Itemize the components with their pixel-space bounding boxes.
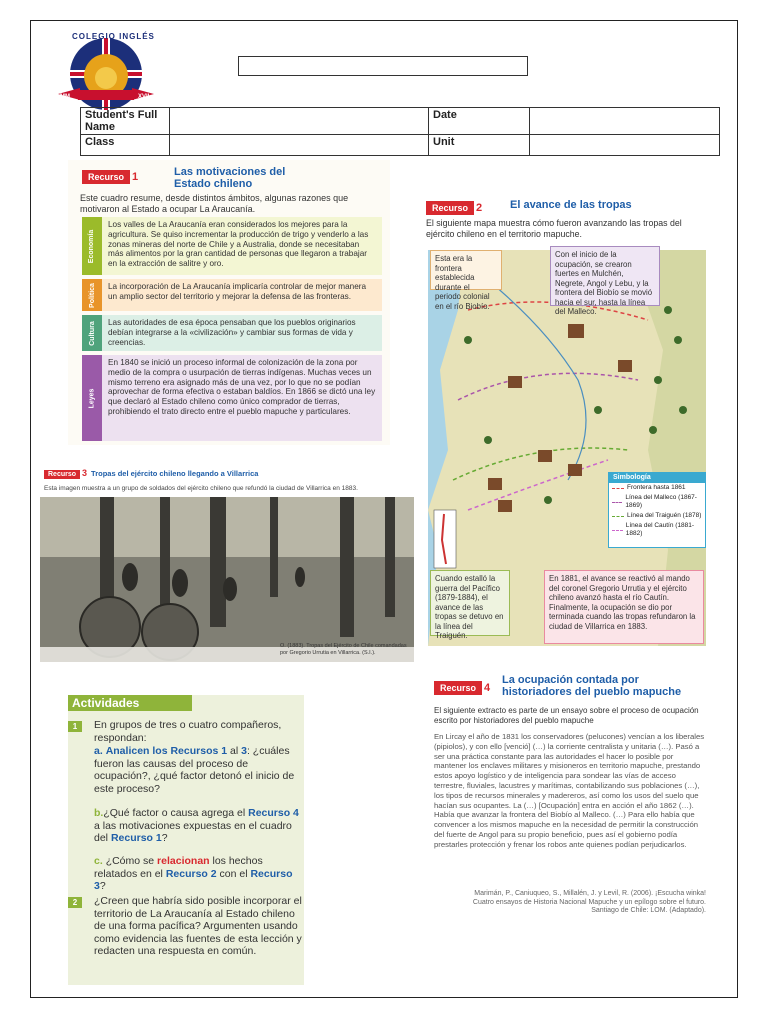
- recurso-3-number: 3: [82, 468, 88, 478]
- q1b-recurso-1: Recurso 1: [110, 832, 162, 845]
- leyes-text: En 1840 se inició un proceso informal de colonización de la zona por medio de la compra o usurpación de tierras indígenas. Muchas veces un mismo terreno era asignado más de una vez, por lo que no se podían aprovechar de forma efectiva o estaban baldíos. En 1866 se dictó una ley que declaró al Estado chileno como único comprador de tierras, prohibiendo el trato directo entre el pueblo mapuche y particulares.: [108, 358, 376, 416]
- q1b-text-1: ¿Qué factor o causa agrega el: [103, 807, 246, 819]
- q1a-recurso-3: 3: [241, 745, 247, 757]
- question-1-text: En grupos de tres o cuatro compañeros, respondan:: [94, 719, 282, 744]
- q1c-text-3: con el: [219, 867, 248, 880]
- q1c-marker: c.: [94, 855, 103, 867]
- cultura-text: Las autoridades de esa época pensaban que los pueblos originarios debían integrarse a la «civilización» y cambiar sus formas de vida y creencias.: [108, 318, 356, 347]
- class-label: Class: [81, 135, 170, 156]
- q1a-text-1: Analicen los: [105, 745, 168, 757]
- q1a-text-3: : ¿cuáles fueron las causas del proceso de ocupación?, ¿qué factor detonó el inicio de este proceso?: [94, 745, 295, 795]
- legend-items: [609, 483, 705, 539]
- question-1a: [94, 745, 304, 795]
- legend-item: [609, 521, 705, 539]
- unit-field[interactable]: [530, 135, 720, 156]
- callout-guerra-pacifico: Cuando estalló la guerra del Pacífico (1879-1884), el avance de las tropas se detuvo en la línea del Traiguén.: [430, 570, 510, 636]
- recurso-4-body: En Lircay el año de 1831 los conservadores (pelucones) vencían a los liberales (pipiolos), y con ello [venció] (…) la corriente centralista y unitaria (…). Pasó a ser una práctica constante para las autoridades el hacer lo posible por mantener los enclaves militares y misioneros en territorio mapuche, prestando estos apoyo logístico y de inteligencia para sondear las vías de acceso terrestre, fluviales, lacustres y marítimas, contabilizando sus poblaciones (…), los tipos de recursos minerales y madereros, así como los usos del suelo que hacían sus ocupantes. La (…) [Ocupación] entra en acción el año 1862 (…). Había que avanzar la frontera del Biobío al Malleco. (…) Para ello había que convencer a los mismos mapuche en la necesidad de permitir la construcción del fuerte de Angol para su propio beneficio, pues así el gobierno podía prestarles protección y frenar los robos ante quienes podían perjudicarlos.: [434, 732, 705, 849]
- cultura-label: Cultura: [88, 320, 96, 346]
- legend-item: [609, 511, 705, 521]
- school-crest-icon: [50, 32, 162, 112]
- q1a-recurso-1: Recursos 1: [170, 745, 228, 757]
- q1b-marker: b.: [94, 807, 104, 819]
- date-label: Date: [429, 108, 530, 135]
- recurso-1-header: [82, 167, 142, 185]
- recurso-3-header: [44, 468, 258, 479]
- recurso-2-header: [426, 198, 486, 216]
- logo-left-text: MM: [60, 94, 70, 100]
- economia-label: Economía: [88, 229, 96, 263]
- economia-row: [82, 217, 382, 275]
- recurso-4-citation: Marimán, P., Caniuqueo, S., Millalén, J. y Levil, R. (2006). ¡Escucha winka! Cuatro ensayos de Historia Nacional Mapuche y un epílogo sobre el futuro. Santiago de Chile: LOM. (Adaptado).: [472, 890, 706, 915]
- politica-text: La incorporación de La Araucanía implicaría controlar de mejor manera un amplio sector del territorio y mejorar la defensa de las fronteras.: [108, 282, 367, 301]
- leyes-row: [82, 355, 382, 441]
- question-2-number: 2: [68, 897, 82, 908]
- legend-item: [609, 483, 705, 493]
- leyes-label-bar: [82, 355, 102, 441]
- q1c-text-2: los hechos relatados en el: [94, 855, 263, 880]
- leyes-label: Leyes: [88, 388, 96, 408]
- legend-swatch: [612, 488, 624, 489]
- unit-label: Unit: [429, 135, 530, 156]
- legend-swatch: [612, 530, 623, 531]
- legend-label: Línea del Traiguén (1878): [627, 512, 702, 519]
- student-name-field[interactable]: [170, 108, 429, 135]
- recurso-2-tag: Recurso: [426, 201, 474, 215]
- question-1b: [94, 807, 304, 845]
- logo-right-text: XVII: [138, 94, 150, 100]
- photo-credit: O. (1883). Tropas del Ejército de Chile comandadas por Gregorio Urrutia en Villarrica. (S.I.).: [280, 643, 407, 656]
- question-2-text: ¿Creen que habría sido posible incorporar el territorio de La Araucanía al Estado chileno de una forma pacífica? Argumenten usando como evidencia las fuentes de esta lección y redacten una respuesta en común.: [94, 895, 302, 958]
- recurso-4-panel: [426, 668, 710, 923]
- map-legend: [608, 472, 706, 548]
- q1c-recurso-3: Recurso 3: [94, 867, 293, 893]
- legend-label: Frontera hasta 1861: [627, 484, 686, 491]
- q1a-marker: a.: [94, 745, 103, 757]
- student-name-label: Student's Full Name: [81, 108, 170, 135]
- photo-illustration: [40, 497, 414, 662]
- legend-item: [609, 493, 705, 511]
- q1b-recurso-4: Recurso 4: [248, 807, 299, 819]
- q1a-text-2: al: [230, 745, 239, 757]
- class-field[interactable]: [170, 135, 429, 156]
- q1c-text-1: ¿Cómo se: [105, 855, 155, 867]
- recurso-2-intro: El siguiente mapa muestra cómo fueron avanzando las tropas del ejército chileno en el territorio mapuche.: [426, 218, 682, 239]
- legend-label: Línea del Malleco (1867-1869): [625, 494, 697, 509]
- recurso-2-number: 2: [476, 202, 483, 214]
- actividades-panel: [68, 695, 304, 985]
- recurso-3-caption: Esta imagen muestra a un grupo de soldados del ejército chileno que refundó la ciudad de Villarrica en 1883.: [44, 485, 358, 492]
- q1c-recurso-2: Recurso 2: [165, 867, 217, 880]
- school-logo: [50, 32, 162, 112]
- recurso-1-tag: Recurso: [82, 170, 130, 184]
- question-1-number: 1: [68, 721, 82, 732]
- q1c-relacionan: relacionan: [157, 855, 210, 867]
- economia-text: Los valles de La Araucanía eran considerados los mejores para la agricultura. Se quiso incrementar la producción de trigo y venderlo a las zonas mineras del norte de Chile y a Australia, donde se necesitaban más alimentos por la gran cantidad de personas que llegaron a trabajar en la extracción de salitre y oro.: [108, 220, 369, 269]
- legend-title: Simbología: [609, 473, 705, 483]
- recurso-4-title: La ocupación contada por historiadores del pueblo mapuche: [502, 674, 682, 698]
- politica-row: [82, 279, 382, 311]
- politica-label: Política: [88, 282, 96, 308]
- legend-swatch: [612, 502, 622, 503]
- recurso-3-title: Tropas del ejército chileno llegando a Villarrica: [91, 469, 259, 478]
- politica-label-bar: [82, 279, 102, 311]
- q1b-text-2: a las motivaciones expuestas en el cuadro del: [94, 819, 292, 845]
- economia-label-bar: [82, 217, 102, 275]
- date-field[interactable]: [530, 108, 720, 135]
- cultura-row: [82, 315, 382, 351]
- student-info-table: [80, 107, 720, 156]
- legend-swatch: [612, 516, 624, 517]
- recurso-1-title: Las motivaciones del Estado chileno: [174, 166, 286, 190]
- recurso-4-header: [434, 678, 494, 696]
- recurso-1-intro: Este cuadro resume, desde distintos ámbitos, algunas razones que motivaron al Estado a ocupar La Araucanía.: [80, 193, 349, 214]
- question-1c: [94, 855, 304, 893]
- logo-text: COLEGIO INGLÉS: [72, 32, 155, 41]
- worksheet-title-field[interactable]: [238, 56, 528, 76]
- araucania-map: [428, 250, 706, 646]
- recurso-4-tag: Recurso: [434, 681, 482, 695]
- soldiers-photo: [40, 497, 414, 662]
- q1c-text-4: ?: [99, 880, 106, 893]
- callout-frontera-colonial: Esta era la frontera establecida durante el periodo colonial en el río Biobío.: [430, 250, 502, 290]
- q1b-text-3: ?: [161, 832, 168, 845]
- recurso-1-panel: [68, 160, 390, 445]
- recurso-4-number: 4: [484, 682, 491, 694]
- recurso-3-tag: Recurso: [44, 470, 80, 479]
- cultura-label-bar: [82, 315, 102, 351]
- legend-label: Línea del Cautín (1881-1882): [625, 522, 695, 537]
- callout-inicio-ocupacion: Con el inicio de la ocupación, se crearon fuertes en Mulchén, Negrete, Angol y Lebu, y la frontera del Biobío se movió hacia el sur, hasta la línea del Malleco.: [550, 246, 660, 306]
- recurso-2-title: El avance de las tropas: [510, 199, 632, 211]
- actividades-title: Actividades: [68, 695, 192, 711]
- recurso-1-number: 1: [132, 171, 139, 183]
- callout-avance-1881: En 1881, el avance se reactivó al mando del coronel Gregorio Urrutia y el ejército chileno avanzó hasta el río Cautín. Finalmente, la ocupación se dio por terminada cuando las tropas refundaron la ciudad de Villarrica en 1883.: [544, 570, 704, 644]
- recurso-4-intro: El siguiente extracto es parte de un ensayo sobre el proceso de ocupación escrito por historiadores del pueblo mapuche: [434, 706, 699, 725]
